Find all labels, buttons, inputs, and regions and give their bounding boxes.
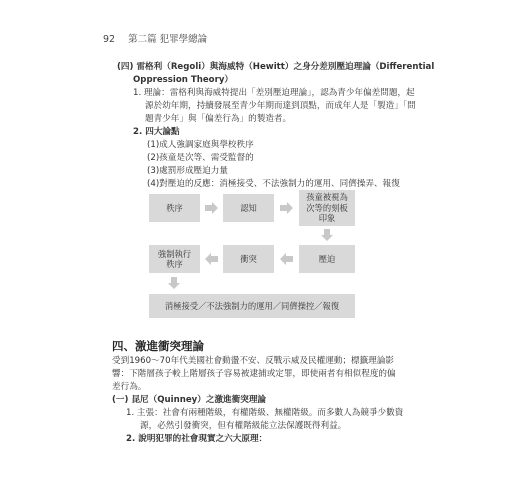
sub1-item1-line2: 源，必然引發衝突，但有權階級能立法保護既得利益。 [140, 421, 347, 431]
section-title: 四、激進衝突理論 [112, 339, 204, 353]
theory-heading-cont: Oppression Theory） [133, 75, 234, 85]
flow-box-conflict: 衝突 [223, 245, 274, 273]
item1-line2: 源於幼年期，持續發展至青少年期而達到頂點，而成年人是「製造」「問 [145, 101, 416, 111]
point-4: (4)對壓迫的反應：消極接受、不法強制力的運用、同儕操弄、報復 [147, 179, 400, 189]
page-header [103, 31, 207, 45]
arrow-right-icon [205, 202, 219, 214]
point-1: (1)成人強調家庭與學校秩序 [147, 140, 254, 150]
item2-title: 2. 四大論點 [133, 127, 180, 137]
flow-box-enforce: 強制執行 秩序 [149, 245, 200, 273]
arrow-down-icon [168, 277, 180, 290]
item1-line3: 題青少年」與「偏差行為」的製造者。 [145, 114, 292, 124]
arrow-left-icon [280, 253, 294, 265]
sub1-item1-line1: 1. 主張：社會有兩種階級，有權階級、無權階級。而多數人為競爭少數資 [126, 408, 404, 418]
flow-box-cognition: 認知 [223, 194, 274, 222]
subsection-title: (一) 昆尼（Quinney）之激進衝突理論 [112, 395, 267, 405]
intro-line3: 差行為。 [112, 382, 147, 392]
item1-line1: 1. 理論：雷格利與海威特提出「差別壓迫理論」，認為青少年偏差問題，起 [133, 88, 415, 98]
arrow-left-icon [205, 253, 219, 265]
flow-box-responses: 消極接受／不法強制力的運用／同儕操控／報復 [149, 294, 355, 318]
arrow-down-icon [321, 229, 333, 242]
flow-box-order: 秩序 [149, 194, 200, 222]
intro-line1: 受到1960～70年代美國社會動盪不安、反戰示威及民權運動；標籤理論影 [112, 356, 395, 366]
intro-line2: 響：下階層孩子較上階層孩子容易被逮捕或定罪，即使兩者有相似程度的偏 [112, 369, 396, 379]
page-number: 92 [103, 34, 116, 45]
flow-box-stereotype: 孩童被視為 次等的刻板 印象 [299, 190, 355, 226]
flow-box-oppression: 壓迫 [299, 245, 355, 273]
point-3: (3)處罰形成壓迫力量 [147, 166, 228, 176]
point-2: (2)孩童是次等、需受監督的 [147, 153, 254, 163]
sub1-item2: 2. 說明犯罪的社會現實之六大原理： [126, 434, 268, 444]
arrow-right-icon [280, 202, 294, 214]
theory-heading: (四) 雷格利（Regoli）與海威特（Hewitt）之身分差別壓迫理論（Differential [117, 62, 435, 72]
section-name: 第二篇 犯罪學總論 [128, 34, 208, 45]
